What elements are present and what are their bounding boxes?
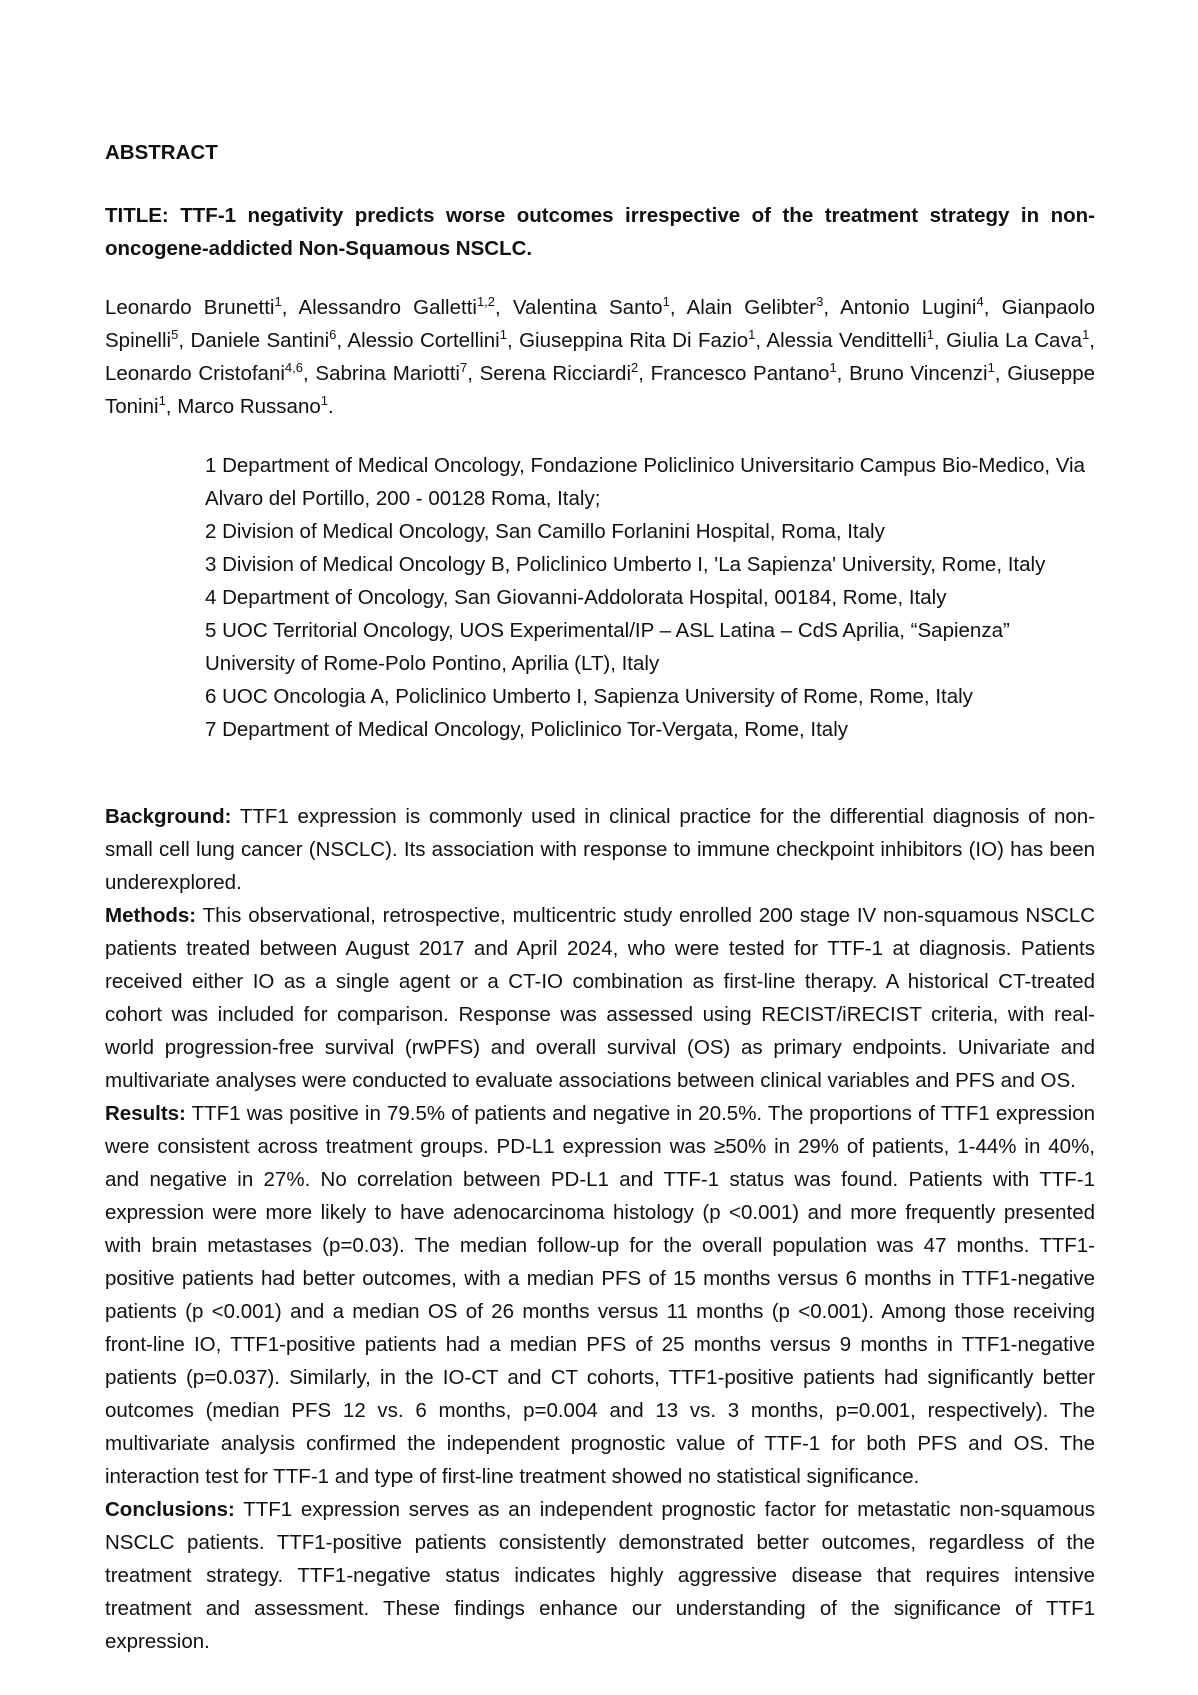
results-label: Results: (105, 1102, 186, 1125)
author-affiliation-superscript: 1 (274, 294, 282, 310)
conclusions-text: TTF1 expression serves as an independent prognostic factor for metastatic non-squamous NSCLC patients. TTF1-positive patients consistently demonstrated better outcomes, regardless of the treatment strategy. TTF1-negative status indicates highly aggressive disease that requires intensive treatment and assessment. These findings enhance our understanding of the significance of TTF1 expression. (105, 1498, 1096, 1653)
author-affiliation-superscript: 4,6 (284, 360, 303, 376)
author-list: Leonardo Brunetti$^1$, Alessandro Galletti$^{1,2}$, Valentina Santo$^1$, Alain Gelibter$^3$, Antonio Lugini$^4$, Gianpaolo Spinelli$^5$, Daniele Santini$^6$, Alessio Cortellini$^1$, Giuseppina Rita Di Fazio$^1$, Alessia Vendittelli$^1$, Giulia La Cava$^1$, Leonardo Cristofani$^{4,6}$, Sabrina Mariotti$^7$, Serena Ricciardi$^2$, Francesco Pantano$^1$, Bruno Vincenzi$^1$, Giuseppe Tonini$^1$, Marco Russano$^1$. (105, 294, 1096, 418)
affiliation-item: 7 Department of Medical Oncology, Policlinico Tor-Vergata, Rome, Italy (205, 718, 849, 741)
affiliation-item: 5 UOC Territorial Oncology, UOS Experimental/IP – ASL Latina – CdS Aprilia, “Sapienza” University of Rome-Polo Pontino, Aprilia (LT), Italy (205, 619, 1010, 675)
author-affiliation-superscript: 1 (748, 327, 756, 343)
author-affiliation-superscript: 2 (631, 360, 639, 376)
section-results (105, 1097, 1095, 1493)
affiliation-item: 6 UOC Oncologia A, Policlinico Umberto I, Sapienza University of Rome, Rome, Italy (205, 685, 973, 708)
author-affiliation-superscript: 4 (976, 294, 984, 310)
author-affiliation-superscript: 1 (320, 393, 328, 409)
section-background (105, 800, 1095, 899)
affiliation-item: 1 Department of Medical Oncology, Fondazione Policlinico Universitario Campus Bio-Medico, Via Alvaro del Portillo, 200 - 00128 Roma, Italy; (205, 454, 1086, 510)
affiliation-item: 4 Department of Oncology, San Giovanni-Addolorata Hospital, 00184, Rome, Italy (205, 586, 947, 609)
paper-title: TITLE: TTF-1 negativity predicts worse outcomes irrespective of the treatment strategy in non-oncogene-addicted Non-Squamous NSCLC. (105, 204, 1095, 260)
author-affiliation-superscript: 1 (829, 360, 837, 376)
affiliation-item: 3 Division of Medical Oncology B, Policlinico Umberto I, 'La Sapienza' University, Rome, Italy (205, 553, 1046, 576)
author-affiliation-superscript: 1 (987, 360, 995, 376)
abstract-body (105, 800, 1095, 1658)
background-label: Background: (105, 805, 232, 828)
methods-text: This observational, retrospective, multicentric study enrolled 200 stage IV non-squamous NSCLC patients treated between August 2017 and April 2024, who were tested for TTF-1 at diagnosis. Patients received either IO as a single agent or a CT-IO combination as first-line therapy. A historical CT-treated cohort was included for comparison. Response was assessed using RECIST/iRECIST criteria, with real-world progression-free survival (rwPFS) and overall survival (OS) as primary endpoints. Univariate and multivariate analyses were conducted to evaluate associations between clinical variables and PFS and OS. (105, 904, 1096, 1092)
author-affiliation-superscript: 1 (926, 327, 934, 343)
section-methods (105, 899, 1095, 1097)
affiliation-list (205, 449, 1095, 746)
author-affiliation-superscript: 1 (499, 327, 507, 343)
author-affiliation-superscript: 1,2 (476, 294, 496, 310)
section-conclusions (105, 1493, 1095, 1658)
author-affiliation-superscript: 5 (171, 327, 179, 343)
author-affiliation-superscript: 3 (816, 294, 824, 310)
abstract-heading: ABSTRACT (105, 141, 218, 164)
conclusions-label: Conclusions: (105, 1498, 235, 1521)
background-text: TTF1 expression is commonly used in clinical practice for the differential diagnosis of non-small cell lung cancer (NSCLC). Its association with response to immune checkpoint inhibitors (IO) has been underexplored. (105, 805, 1095, 894)
author-affiliation-superscript: 7 (459, 360, 468, 376)
author-affiliation-superscript: 1 (662, 294, 670, 310)
affiliation-item: 2 Division of Medical Oncology, San Camillo Forlanini Hospital, Roma, Italy (205, 520, 885, 543)
author-affiliation-superscript: 1 (1082, 327, 1090, 343)
results-text: TTF1 was positive in 79.5% of patients and negative in 20.5%. The proportions of TTF1 expression were consistent across treatment groups. PD-L1 expression was ≥50% in 29% of patients, 1-44% in 40%, and negative in 27%. No correlation between PD-L1 and TTF-1 status was found. Patients with TTF-1 expression were more likely to have adenocarcinoma histology (p <0.001) and more frequently presented with brain metastases (p=0.03). The median follow-up for the overall population was 47 months. TTF1-positive patients had better outcomes, with a median PFS of 15 months versus 6 months in TTF1-negative patients (p <0.001) and a median OS of 26 months versus 11 months (p <0.001). Among those receiving front-line IO, TTF1-positive patients had a median PFS of 25 months versus 9 months in TTF1-negative patients (p=0.037). Similarly, in the IO-CT and CT cohorts, TTF1-positive patients had significantly better outcomes (median PFS 12 vs. 6 months, p=0.004 and 13 vs. 3 months, p=0.001, respectively). The multivariate analysis confirmed the independent prognostic value of TTF-1 for both PFS and OS. The interaction test for TTF-1 and type of first-line treatment showed no statistical significance. (105, 1102, 1095, 1488)
author-affiliation-superscript: 6 (329, 327, 337, 343)
methods-label: Methods: (105, 904, 197, 927)
author-affiliation-superscript: 1 (158, 393, 166, 409)
